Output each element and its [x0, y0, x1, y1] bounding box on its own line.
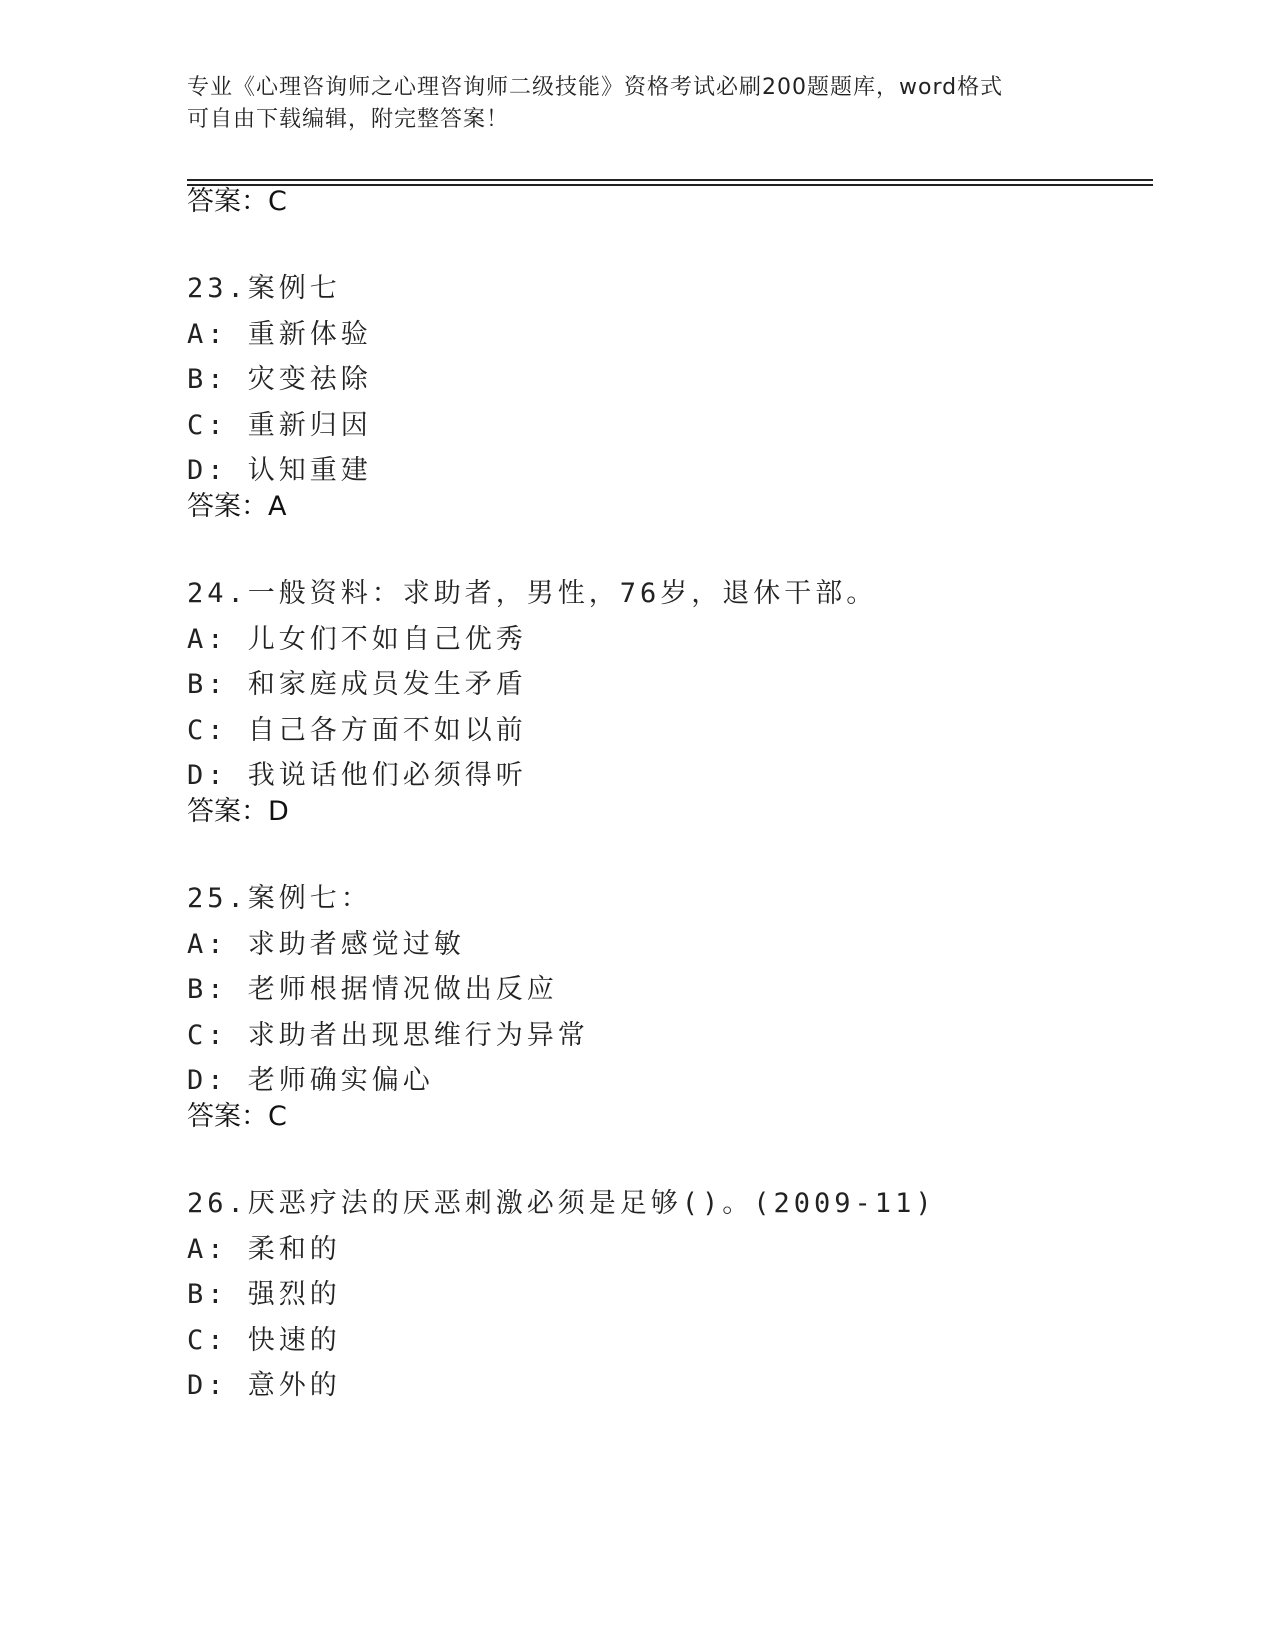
option-a: A: 重新体验 — [187, 318, 372, 350]
question-title: 26.厌恶疗法的厌恶刺激必须是足够()。(2009-11) — [187, 1188, 936, 1219]
answer-line-23: 答案：A — [187, 491, 287, 522]
question-25 — [187, 881, 1153, 1109]
option-a: A: 求助者感觉过敏 — [187, 928, 465, 960]
option-a: A: 儿女们不如自己优秀 — [187, 623, 527, 655]
answer-line-22: 答案：C — [187, 186, 287, 217]
question-24 — [187, 576, 1153, 804]
option-b: B: 强烈的 — [187, 1279, 341, 1310]
question-title: 25.案例七： — [187, 883, 372, 914]
option-c: C: 自己各方面不如以前 — [187, 714, 527, 746]
option-c: C: 快速的 — [187, 1324, 341, 1356]
document-header — [187, 72, 1087, 136]
header-line-1: 专业《心理咨询师之心理咨询师二级技能》资格考试必刷200题题库，word格式 — [187, 75, 1004, 100]
answer-line-25: 答案：C — [187, 1101, 287, 1132]
option-d: D: 老师确实偏心 — [187, 1065, 434, 1096]
question-23 — [187, 271, 1153, 499]
option-b: B: 老师根据情况做出反应 — [187, 974, 558, 1005]
option-c: C: 求助者出现思维行为异常 — [187, 1019, 589, 1051]
header-divider-top — [187, 179, 1153, 181]
option-b: B: 和家庭成员发生矛盾 — [187, 669, 527, 700]
header-line-2: 可自由下载编辑，附完整答案！ — [187, 107, 510, 132]
option-d: D: 我说话他们必须得听 — [187, 760, 527, 791]
option-b: B: 灾变祛除 — [187, 364, 372, 395]
option-d: D: 意外的 — [187, 1370, 341, 1401]
option-d: D: 认知重建 — [187, 455, 372, 486]
option-a: A: 柔和的 — [187, 1233, 341, 1265]
question-title: 23.案例七 — [187, 273, 341, 304]
option-c: C: 重新归因 — [187, 409, 372, 441]
answer-line-24: 答案：D — [187, 796, 289, 827]
question-26 — [187, 1186, 1153, 1414]
question-title: 24.一般资料：求助者，男性，76岁，退休干部。 — [187, 578, 878, 609]
header-divider-bottom — [187, 184, 1153, 186]
